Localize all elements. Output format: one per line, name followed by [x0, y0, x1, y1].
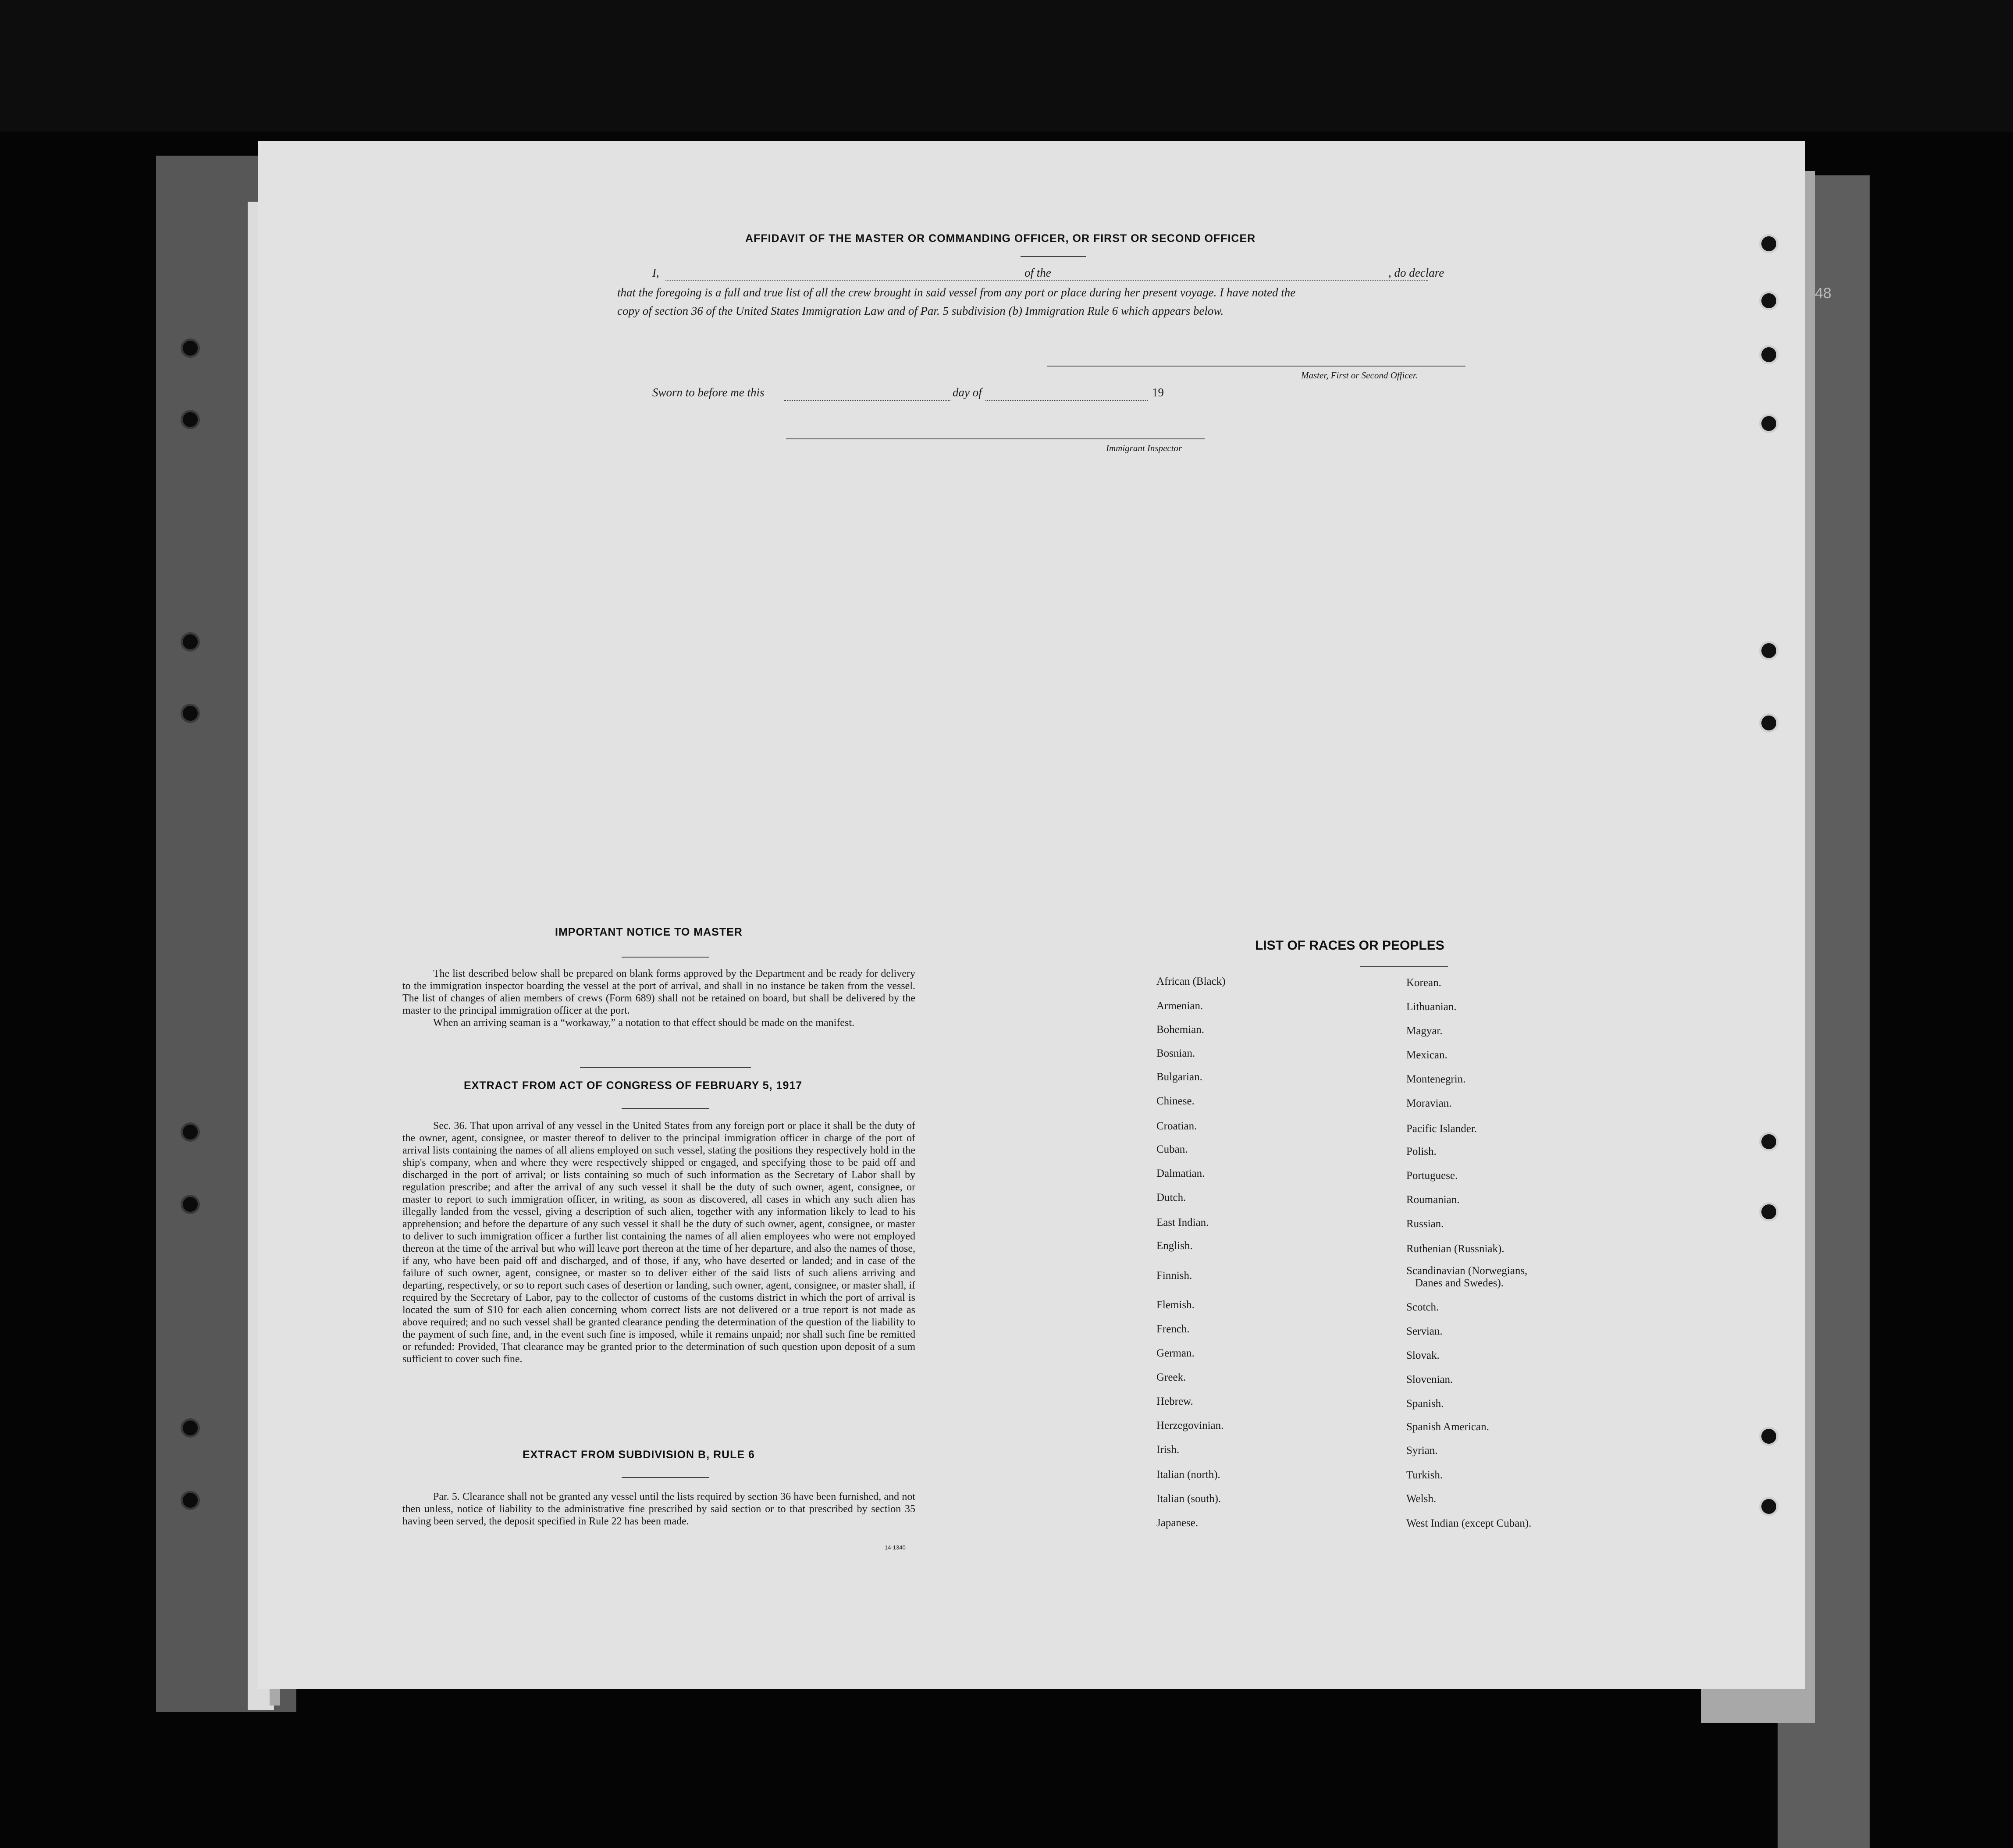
punch-hole [1759, 291, 1778, 310]
race-item: East Indian. [1156, 1217, 1209, 1228]
affidavit-title-rule [1021, 256, 1086, 257]
race-item: Irish. [1156, 1444, 1180, 1456]
rule-text [402, 1491, 915, 1528]
race-item: Bulgarian. [1156, 1071, 1202, 1083]
race-item: Polish. [1406, 1146, 1437, 1157]
act-text [402, 1120, 915, 1365]
race-item: Russian. [1406, 1218, 1444, 1230]
race-item: Moravian. [1406, 1097, 1452, 1109]
punch-hole [1759, 1202, 1778, 1221]
race-item: Herzegovinian. [1156, 1420, 1224, 1431]
races-title-rule [1360, 966, 1448, 967]
notice-title: IMPORTANT NOTICE TO MASTER [555, 926, 743, 938]
punch-hole [1759, 1497, 1778, 1516]
binder-hole [181, 1491, 200, 1510]
sworn-year: 19 [1152, 386, 1164, 399]
binder-hole [181, 1122, 200, 1142]
notice-paragraph-1: The list described below shall be prepared on blank forms approved by the Department and be ready for delivery to the immigration inspector boarding the vessel at the port of arrival, and shall in no instance be taken from the vessel. The list of changes of alien members of crews (Form 689) shall not be retained on board, but shall be delivered by the master to the principal immigration officer at the port. [402, 968, 915, 1016]
race-item: Montenegrin. [1406, 1073, 1466, 1085]
sworn-day-blank [784, 400, 950, 401]
section-divider [580, 1067, 751, 1068]
punch-hole [1759, 641, 1778, 660]
punch-hole [1759, 345, 1778, 364]
race-item: Croatian. [1156, 1120, 1197, 1132]
race-item: Dalmatian. [1156, 1168, 1205, 1179]
race-item: Armenian. [1156, 1000, 1203, 1012]
punch-hole [1759, 1132, 1778, 1151]
race-item: Hebrew. [1156, 1396, 1193, 1407]
signature-label: Master, First or Second Officer. [1301, 370, 1418, 381]
form-number: 14-1340 [885, 1544, 906, 1551]
race-item: Scandinavian (Norwegians, [1406, 1265, 1528, 1277]
race-item: Servian. [1406, 1325, 1443, 1337]
races-title: LIST OF RACES OR PEOPLES [1255, 938, 1444, 953]
affidavit-title: AFFIDAVIT OF THE MASTER OR COMMANDING OFFICER, OR FIRST OR SECOND OFFICER [745, 232, 1256, 245]
race-item: Flemish. [1156, 1299, 1195, 1311]
race-item: Greek. [1156, 1371, 1186, 1383]
race-item: West Indian (except Cuban). [1406, 1517, 1532, 1529]
race-item: Mexican. [1406, 1049, 1448, 1061]
race-item: Danes and Swedes). [1415, 1277, 1504, 1289]
affidavit-line-2: that the foregoing is a full and true list of all the crew brought in said vessel from any port or place during her present voyage. I have noted the [617, 286, 1296, 299]
race-item: Italian (north). [1156, 1469, 1220, 1481]
binder-hole [181, 704, 200, 723]
inspector-signature-line [786, 438, 1205, 439]
race-item: Chinese. [1156, 1095, 1195, 1107]
notice-rule [622, 957, 709, 958]
binder-hole [181, 1195, 200, 1214]
race-item: Portuguese. [1406, 1170, 1458, 1182]
sworn-month-blank [985, 400, 1148, 401]
race-item: Spanish American. [1406, 1421, 1489, 1433]
sworn-day-of: day of [953, 386, 982, 399]
binder-hole [181, 338, 200, 358]
punch-hole [1759, 414, 1778, 433]
race-item: Welsh. [1406, 1493, 1437, 1505]
race-item: Spanish. [1406, 1398, 1444, 1410]
act-section-36: Sec. 36. That upon arrival of any vessel in the United States from any foreign port or place it shall be the duty of the owner, agent, consignee, or master thereof to deliver to the principal immigration officer in charge of the port of arrival lists containing the names of all aliens employed on such vessel, stating the positions they respectively hold in the ship's company, when and where they were respectively shipped or engaged, and specifying those to be paid off and discharged in the port of arrival; or lists containing so much of such information as the Secretary of Labor shall by regulation prescribe; and after the arrival of any such vessel it shall be the duty of such owner, agent, consignee, or master to report to such immigration officer, in writing, as soon as discovered, all cases in which any such alien has illegally landed from the vessel, giving a description of such alien, together with any information likely to lead to his apprehension; and before the departure of any such vessel it shall be the duty of such owner, agent, consignee, or master to deliver to such immigration officer a further list containing the names of all alien employees who were not employed thereon at the time of the arrival but who will leave port thereon at the time of her departure, and also the names of those, if any, who have been paid off and discharged, and of those, if any, who have deserted or landed; and in case of the failure of such owner, agent, consignee, or master so to deliver either of the said lists of such aliens arriving and departing, respectively, or so to report such cases of desertion or landing, such owner, agent, consignee, or master shall, if required by the Secretary of Labor, pay to the collector of customs of the customs district in which the port of arrival is located the sum of $10 for each alien concerning whom correct lists are not delivered or a true report is not made as above required; and no such vessel shall be granted clearance pending the determination of the question of the liability to the payment of such fine, and, in the event such fine is imposed, while it remains unpaid; nor shall such fine be remitted or refunded: Provided, That clearance may be granted prior to the determination of such question upon deposit of a sum sufficient to cover such fine. [402, 1120, 915, 1365]
manifest-page [258, 141, 1805, 1689]
inspector-label: Immigrant Inspector [1106, 443, 1182, 453]
race-item: Slovak. [1406, 1350, 1440, 1361]
race-item: Korean. [1406, 977, 1441, 989]
affidavit-of-the: of the [1023, 266, 1053, 280]
race-item: Finnish. [1156, 1270, 1192, 1282]
race-item: Magyar. [1406, 1025, 1443, 1037]
race-item: Bosnian. [1156, 1047, 1195, 1059]
race-item: Pacific Islander. [1406, 1123, 1477, 1135]
race-item: English. [1156, 1240, 1193, 1252]
race-item: Scotch. [1406, 1301, 1439, 1313]
punch-hole [1759, 713, 1778, 733]
signature-line [1047, 366, 1465, 367]
act-rule [622, 1108, 709, 1109]
notice-text [402, 968, 915, 1029]
binder-hole [181, 632, 200, 652]
race-item: Dutch. [1156, 1192, 1186, 1204]
race-item: Italian (south). [1156, 1493, 1221, 1505]
race-item: African (Black) [1156, 976, 1226, 987]
binder-hole [181, 410, 200, 429]
race-item: Cuban. [1156, 1143, 1188, 1155]
margin-page-number: 48 [1815, 285, 1832, 302]
act-title: EXTRACT FROM ACT OF CONGRESS OF FEBRUARY 5, 1917 [464, 1079, 803, 1092]
race-item: Roumanian. [1406, 1194, 1460, 1206]
name-blank [665, 280, 1428, 281]
rule-paragraph-5: Par. 5. Clearance shall not be granted any vessel until the lists required by section 36 have been furnished, and not then unless, notice of liability to the administrative fine prescribed by said section or to that prescribed by section 35 having been served, the deposit specified in Rule 22 has been made. [402, 1491, 915, 1527]
race-item: French. [1156, 1323, 1190, 1335]
race-item: Lithuanian. [1406, 1001, 1457, 1013]
affidavit-i: I, [652, 266, 659, 279]
race-item: Turkish. [1406, 1469, 1443, 1481]
race-item: Bohemian. [1156, 1024, 1205, 1036]
punch-hole [1759, 234, 1778, 253]
binder-hole [181, 1418, 200, 1438]
race-item: German. [1156, 1347, 1195, 1359]
affidavit-line-3: copy of section 36 of the United States Immigration Law and of Par. 5 subdivision (b) Immigration Rule 6 which appears below. [617, 304, 1224, 317]
race-item: Japanese. [1156, 1517, 1199, 1529]
race-item: Ruthenian (Russniak). [1406, 1243, 1504, 1255]
notice-paragraph-2: When an arriving seaman is a “workaway,” a notation to that effect should be made on the manifest. [433, 1017, 854, 1029]
rule-title-rule [622, 1477, 709, 1478]
race-item: Syrian. [1406, 1445, 1438, 1456]
affidavit-declare: , do declare [1387, 266, 1446, 280]
punch-hole [1759, 1427, 1778, 1446]
race-item: Slovenian. [1406, 1374, 1453, 1385]
scanner-background [0, 0, 2013, 132]
rule-title: EXTRACT FROM SUBDIVISION B, RULE 6 [523, 1449, 755, 1461]
sworn-prefix: Sworn to before me this [652, 386, 765, 399]
